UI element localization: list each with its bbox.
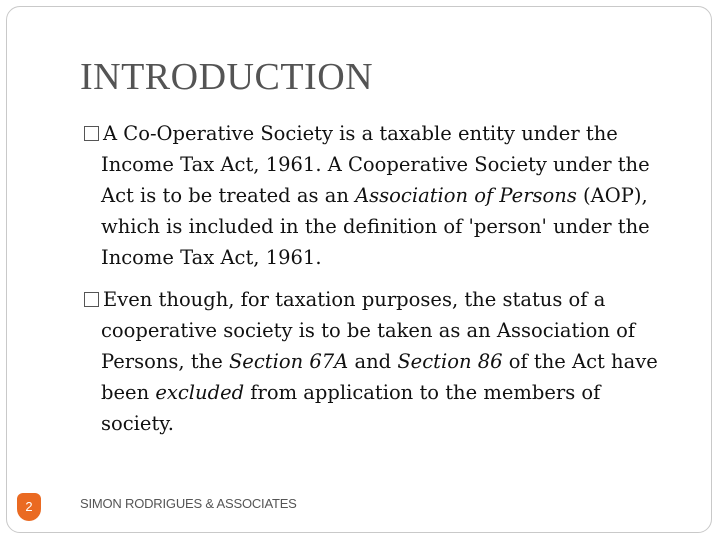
- checkbox-bullet-icon: [84, 292, 99, 307]
- bullet-line: society.: [101, 412, 174, 435]
- bullet-line: Income Tax Act, 1961. A Cooperative Society under the: [101, 153, 650, 176]
- emphasis-text: Association of Persons: [355, 184, 577, 207]
- bullet-text: been: [101, 381, 156, 404]
- bullet-text: and: [348, 350, 398, 373]
- page-number-badge: 2: [17, 493, 41, 521]
- bullet-line: [84, 180, 684, 211]
- bullet-line: cooperative society is to be taken as an Association of: [101, 319, 636, 342]
- bullet-text: (AOP),: [576, 184, 648, 207]
- bullet-text: of the Act have: [502, 350, 658, 373]
- bullet-text: Even though, for taxation purposes, the status of a: [103, 288, 606, 311]
- bullet-item-2: [84, 284, 684, 439]
- bullet-line: Income Tax Act, 1961.: [101, 246, 322, 269]
- emphasis-text: excluded: [155, 381, 245, 404]
- checkbox-bullet-icon: [84, 126, 99, 141]
- bullet-line: [84, 284, 684, 315]
- footer-text: SIMON RODRIGUES & ASSOCIATES: [80, 496, 297, 511]
- bullet-text: A Co-Operative Society is a taxable entity under the: [103, 122, 618, 145]
- slide-title: INTRODUCTION: [80, 56, 374, 98]
- emphasis-text: Section 67A: [228, 350, 349, 373]
- bullet-line: which is included in the definition of 'person' under the: [101, 215, 650, 238]
- emphasis-text: Section 86: [397, 350, 503, 373]
- bullet-text: from application to the members of: [244, 381, 601, 404]
- bullet-text: Persons, the: [101, 350, 229, 373]
- bullet-text: Act is to be treated as an: [101, 184, 356, 207]
- bullet-line: [84, 118, 684, 149]
- bullet-item-1: [84, 118, 684, 273]
- bullet-line: [84, 377, 684, 408]
- bullet-line: [84, 346, 684, 377]
